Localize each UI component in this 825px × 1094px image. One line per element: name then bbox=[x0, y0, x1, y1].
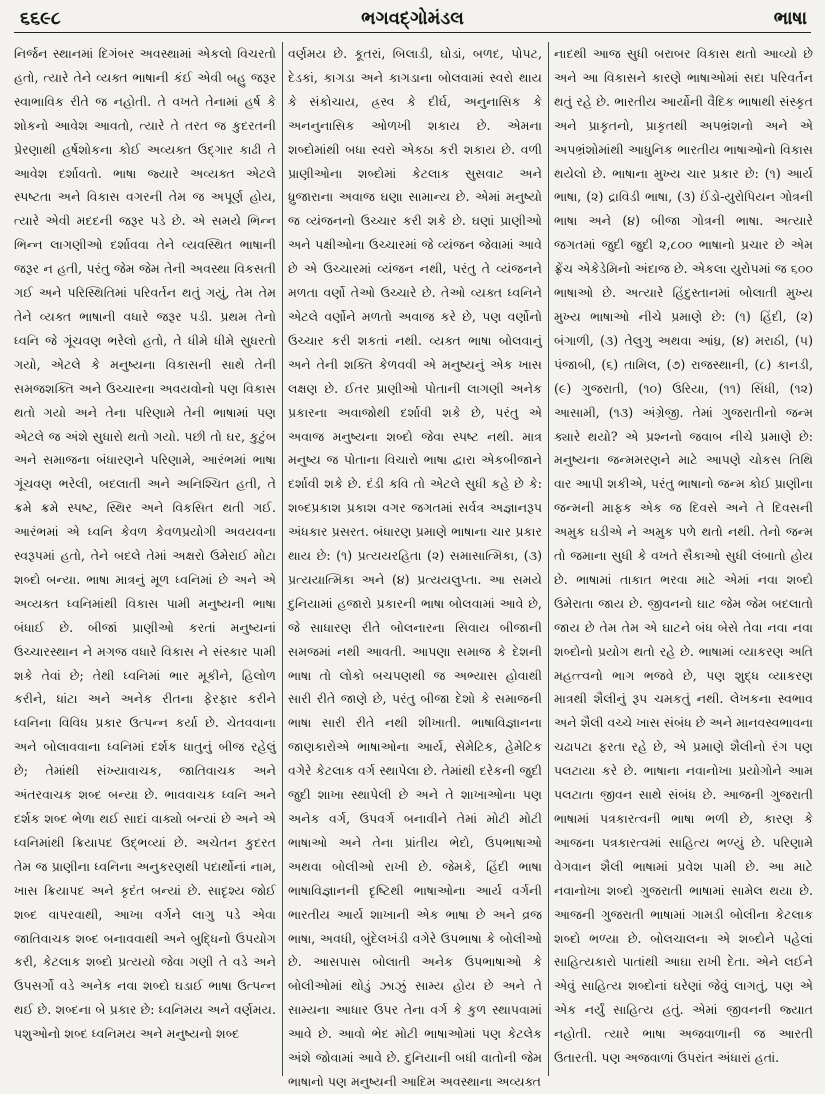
column-divider bbox=[282, 42, 283, 1076]
column-text: નાદથી આજ સુધી બરાબર વિકાસ થતો આવ્યો છે અને આ વિકાસને કારણે ભાષાઓમાં સદા પરિવર્તન થતું રહે છે. ભારતીય આર્યોની વૈદિક ભાષાથી સંસ્કૃત અને પ્રાકૃતનો, પ્રાકૃતથી અપભ્રંશનો અને એ અપભ્રંશોમાંથી આધુનિક ભારતીય ભાષાઓનો વિકાસ થયેલો છે. ભાષાના મુખ્ય ચાર પ્રકાર છે: (૧) આર્ય ભાષા, (૨) દ્રાવિડી ભાષા, (૩) ઈંડો-યુરોપિયન ગોત્રની ભાષા અને (૪) બીજા ગોત્રની ભાષા. અત્યારે જગતમાં જુદી જુદી ૨,૮૦૦ ભાષાનો પ્રચાર છે એમ ફ્રેંચ એકેડેમિનો અંદાજ છે. એકલા યુરોપમાં જ ૬૦૦ ભાષાઓ છે. અત્યારે હિંદુસ્તાનમાં બોલાતી મુખ્ય મુખ્ય ભાષાઓ નીચે પ્રમાણે છે: (૧) હિંદી, (૨) બંગાળી, (૩) તેલુગુ અથવા આંધ્ર, (૪) મરાઠી, (૫) પંજાબી, (૬) તામિલ, (૭) રાજસ્થાની, (૮) કાનડી, (૯) ગુજરાતી, (૧૦) ઉરિયા, (૧૧) સિંધી, (૧૨) આસામી, (૧૩) અંગ્રેજી. તેમાં ગુજરાતીનો જન્મ ક્યારે થયો? એ પ્રશ્નનો જવાબ નીચે પ્રમાણે છે: મનુષ્યના જન્મમરણને માટે આપણે ચોકસ તિથિ વાર આપી શકીએ, પરંતુ ભાષાનો જન્મ કોઈ પ્રાણીના જન્મની માફક એક જ દિવસે અને તે દિવસની અમુક ઘડીએ ને અમુક પળે થતો નથી. તેનો જન્મ તો જમાના સુધી કે વખતે સૈકાઓ સુધી લંબાતો હોય છે. ભાષામાં તાકાત ભરવા માટે એમાં નવા શબ્દો ઉમેરાતા જાય છે. જીવનનો ઘાટ જેમ જેમ બદલાતો જાય છે તેમ તેમ એ ઘાટને બંધ બેસે તેવા નવા નવા શબ્દોનો પ્રયોગ થતો રહે છે. ભાષામાં વ્યાકરણ અતિ મહત્ત્વનો ભાગ ભજવે છે, પણ શુદ્ધ વ્યાકરણ માત્રથી શૈલીનું રૂપ ચમકતું નથી. લેખકના સ્વભાવ અને શૈલી વચ્ચે ખાસ સંબંધ છે અને માનવસ્વભાવના ચઢાપટા ફરતા રહે છે, એ પ્રમાણે શૈલીનો રંગ પણ પલટાયા કરે છે. ભાષાના નવાનોખા પ્રયોગોને આમ પલટાતા જીવન સાથે સંબંધ છે. આજની ગુજરાતી ભાષામાં પત્રકારત્વની ભાષા ભળી છે, કારણ કે આજના પત્રકારત્વમાં સાહિત્ય ભળ્યું છે. પરિણામે વેગવાન શૈલી ભાષામાં પ્રવેશ પામી છે. આ માટે નવાનોખા શબ્દો ગુજરાતી ભાષામાં સામેલ થયા છે. આજની ગુજરાતી ભાષામાં ગામડી બોલીના કેટલાક શબ્દો ભળ્યા છે. બોલચાલના એ શબ્દોને પહેલાં સાહિત્યકારો પાતાંથી આઘા રાખી દેતા. એને લઈને એવું સાહિત્ય શબ્દોનાં ઘરેણાં જેવું લાગતું, પણ એ એક નર્યું સાહિત્ય હતું. એમાં જીવનની જ્યાત નહોતી. ત્યારે ભાષા અજવાળાની જ આરતી ઉતારતી. પણ અજવાળાં ઉપરાંત અંધારાં હતાં. bbox=[554, 46, 813, 1066]
column-middle bbox=[288, 42, 542, 1089]
running-title: ભગવદ્ગોમંડલ bbox=[361, 8, 464, 29]
page-number: ૬૬૯૮ bbox=[20, 8, 61, 29]
column-text: વર્ણમય છે. કૂતરાં, બિલાડી, ઘોડાં, બળદ, પોપટ, દેડકાં, કાગડા અને કાગડાના બોલવામાં સ્વરો થાય કે સંકોચાય, હ્રસ્વ કે દીર્ઘ, અનુનાસિક કે અનનુનાસિક ઓળખી શકાય છે. એમના શબ્દોમાંથી બધા સ્વરો એકઠા કરી શકાય છે. વળી પ્રાણીઓના શબ્દોમાં કેટલાક સુસવાટ અને ધ્રુજારાના અવાજ ઘણા સામાન્ય છે. એમાં મનુષ્યો જ વ્યંજનનો ઉચ્ચાર કરી શકે છે. ઘણાં પ્રાણીઓ અને પક્ષીઓના ઉચ્ચારમાં જે વ્યંજન જેવામાં આવે છે એ ઉચ્ચારમાં વ્યંજન નથી, પરંતુ તે વ્યંજનને મળતા વર્ણો તેઓ ઉચ્ચારે છે. તેઓ વ્યક્ત ધ્વનિને એટલે વર્ણોને મળતો અવાજ કરે છે, પણ વર્ણોનો ઉચ્ચાર કરી શકતાં નથી. વ્યક્ત ભાષા બોલવાનું અને તેની શક્તિ કેળવવી એ મનુષ્યનું એક ખાસ લક્ષણ છે. ઈતર પ્રાણીઓ પોતાની લાગણી અનેક પ્રકારના અવાજોથી દર્શાવી શકે છે, પરંતુ એ અવાજ મનુષ્યના શબ્દો જેવા સ્પષ્ટ નથી. માત્ર મનુષ્ય જ પોતાના વિચારો ભાષા દ્વારા એકબીજાને દર્શાવી શકે છે. દંડી કવિ તો એટલે સુધી કહે છે કે: શબ્દપ્રકાશ પ્રકાશ વગર જગતમાં સર્વત્ર અજ્ઞાનરૂપ અંધકાર પ્રસરત. બંધારણ પ્રમાણે ભાષાના ચાર પ્રકાર થાય છે: (૧) પ્રત્યયરહિતા (૨) સમાસાત્મિકા, (૩) પ્રત્યયાત્મિકા અને (૪) પ્રત્યયલુપ્તા. આ સમયે દુનિયામાં હજારો પ્રકારની ભાષા બોલવામાં આવે છે, જે સાધારણ રીતે બોલનારના સિવાય બીજાની સમજમાં નથી આવતી. આપણા સમાજ કે દેશની ભાષા તો લોકો બચપણથી જ અભ્યાસ હોવાથી સારી રીતે જાણે છે, પરંતુ બીજા દેશો કે સમાજની ભાષા સારી રીતે નથી શીખાતી. ભાષાવિજ્ઞાનના જાણકારોએ ભાષાઓના આર્ય, સેમેટિક, હેમેટિક વગેરે કેટલાક વર્ગ સ્થાપેલા છે. તેમાંથી દરેકની જુદી જુદી શાખા સ્થાપેલી છે અને તે શાખાઓના પણ અનેક વર્ગ, ઉપવર્ગ બનાવીને તેમાં મોટી મોટી ભાષાઓ અને તેના પ્રાંતીય ભેદો, ઉપભાષાઓ અથવા બોલીઓ રાખી છે. જેમકે, હિંદી ભાષા ભાષાવિજ્ઞાનની દૃષ્ટિથી ભાષાઓના આર્ય વર્ગની ભારતીય આર્ય શાખાની એક ભાષા છે અને વ્રજ ભાષા, અવધી, બુંદેલખંડી વગેરે ઉપભાષા કે બોલીઓ છે. આસપાસ બોલાતી અનેક ઉપભાષાઓ કે બોલીઓમાં થોડું ઝાઝું સામ્ય હોય છે અને તે સામ્યના આધાર ઉપર તેના વર્ગ કે કુળ સ્થાપવામાં આવે છે. આવો ભેદ મોટી ભાષાઓમાં પણ કેટલેક અંશે જોવામાં આવે છે. દુનિયાની બધી વાતોની જેમ ભાષાનો પણ મનુષ્યની આદિમ અવસ્થાના અવ્યક્ત bbox=[288, 46, 542, 1089]
page-header bbox=[14, 6, 811, 33]
column-divider bbox=[548, 42, 549, 1076]
column-right bbox=[554, 42, 813, 1076]
section-heading: ભાષા bbox=[773, 8, 807, 29]
column-left bbox=[14, 42, 276, 1076]
text-columns bbox=[14, 42, 813, 1089]
column-text: નિર્જન સ્થાનમાં દિગંબર અવસ્થામાં એકલો વિચરતો હતો, ત્યારે તેને વ્યક્ત ભાષાની કંઈ એવી બહુ જરૂર સ્વાભાવિક રીતે જ નહોતી. તે વખતે તેનામાં હર્ષ કે શોકનો આવેશ આવતો, ત્યારે તે તરત જ કુદરતની પ્રેરણાથી હર્ષશોકના કોઈ અવ્યક્ત ઉદ્ગાર કાઢી તે આવેશ દર્શાવતો. ભાષા જ્યારે અવ્યક્ત એટલે સ્પષ્ટતા અને વિકાસ વગરની તેમ જ અપૂર્ણ હોય, ત્યારે એવી મદદની જરૂર પડે છે. એ સમયે ભિન્ન ભિન્ન લાગણીઓ દર્શાવવા તેને વ્યવસ્થિત ભાષાની જરૂર ન હતી, પરંતુ જેમ જેમ તેની અવસ્થા વિકસતી ગઈ અને પરિસ્થિતિમાં પરિવર્તન થતું ગયું, તેમ તેમ તેને વ્યક્ત ભાષાની વધારે જરૂર પડી. પ્રથમ તેનો ધ્વનિ જે ગૂંચવણ ભરેલો હતો, તે ધીમે ધીમે સુધરતો ગયો, એટલે કે મનુષ્યના વિકાસની સાથે તેની સમજશક્તિ અને ઉચ્ચારના અવયવોનો પણ વિકાસ થતો ગયો અને તેના પરિણામે તેની ભાષામાં પણ એટલે જ અંશે સુધારો થતો ગયો. પછી તો ઘર, કુટુંબ અને સમાજના બંધારણને પરિણામે, આરંભમાં ભાષા ગૂંચવણ ભરેલી, બદલાતી અને અનિશ્ચિત હતી, તે ક્રમે ક્રમે સ્પષ્ટ, સ્થિર અને વિકસિત થતી ગઈ. આરંભમાં એ ધ્વનિ કેવળ કેવળપ્રયોગી અવયવના સ્વરૂપમાં હતો, તેને બદલે તેમાં અક્ષરો ઉમેરાઈ મોટા શબ્દો બન્યા. ભાષા માત્રનું મૂળ ધ્વનિમાં છે અને એ અવ્યક્ત ધ્વનિમાંથી વિકાસ પામી મનુષ્યની ભાષા બંધાઈ છે. બીજાં પ્રાણીઓ કરતાં મનુષ્યનાં ઉચ્ચારસ્થાન ને મગજ વધારે વિકાસ ને સંસ્કાર પામી શકે તેવાં છે; તેથી ધ્વનિમાં ભાર મૂકીને, હિલોળ કરીને, ધાંટા અને અનેક રીતના ફેરફાર કરીને ધ્વનિના વિવિધ પ્રકાર ઉત્પન્ન કર્યા છે. ચેતવવાના અને બોલાવવાના ધ્વનિમાં દર્શક ધાતુનું બીજ રહેલું છે; તેમાંથી સંખ્યાવાચક, જાતિવાચક અને અંતરવાચક શબ્દ બન્યા છે. ભાવવાચક ધ્વનિ અને દર્શક શબ્દ ભેળા થઈ સાદાં વાક્યો બન્યાં છે અને એ ધ્વનિમાંથી ક્રિયાપદ ઉદ્ભવ્યાં છે. અચેતન કુદરત તેમ જ પ્રાણીના ધ્વનિના અનુકરણથી પદાર્થોનાં નામ, ખાસ ક્રિયાપદ અને કૃદંત બન્યાં છે. સાદૃશ્ય જોઈ શબ્દ વાપરવાથી, આખા વર્ગને લાગુ પડે એવા જાતિવાચક શબ્દ બનાવવાથી અને બુદ્ધિનો ઉપયોગ કરી, કેટલાક શબ્દો પ્રત્યયો જેવા ગણી તે વડે અને ઉપસર્ગો વડે અનેક નવા શબ્દો ઘડાઈ ભાષા ઉત્પન્ન થઈ છે. શબ્દના બે પ્રકાર છે: ધ્વનિમય અને વર્ણમય. પશુઓનો શબ્દ ધ્વનિમય અને મનુષ્યનો શબ્દ bbox=[14, 46, 276, 1042]
